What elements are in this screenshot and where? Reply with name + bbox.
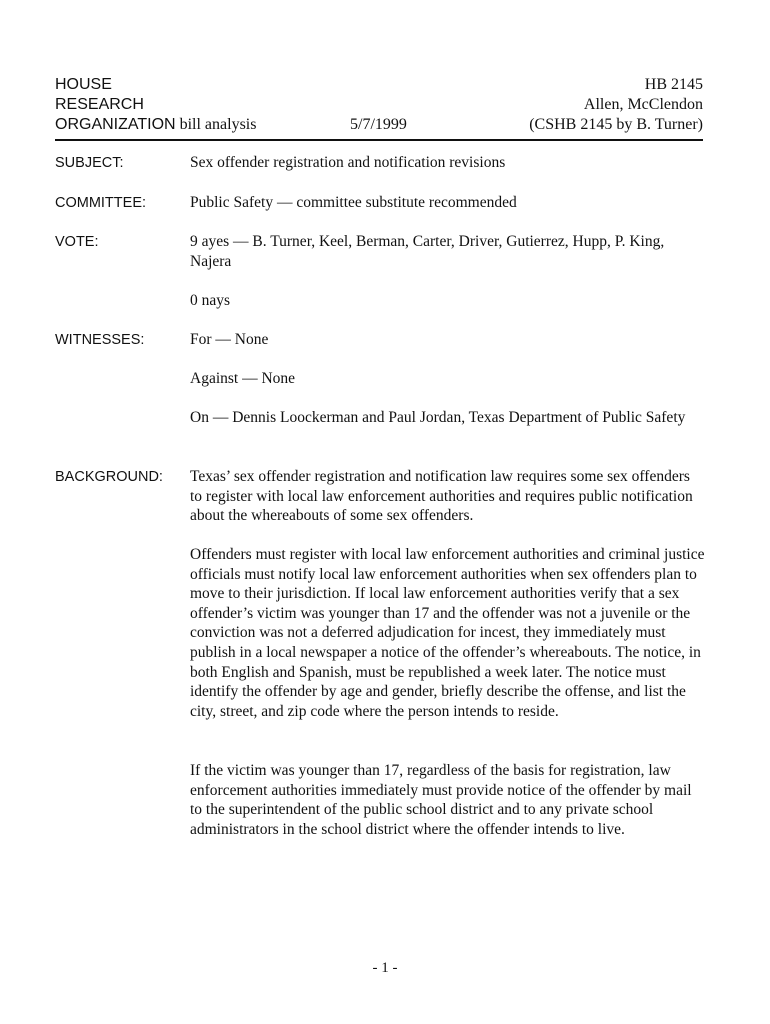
- bill-authors: Allen, McClendon: [583, 96, 703, 113]
- witnesses-for: For — None: [190, 331, 269, 348]
- page-number: - 1 -: [372, 960, 398, 976]
- org-name-organization: ORGANIZATION: [55, 116, 176, 133]
- committee-substitute: (CSHB 2145 by B. Turner): [529, 116, 703, 133]
- witnesses-label: WITNESSES:: [55, 332, 145, 348]
- document-header: [55, 75, 703, 141]
- vote-ayes: 9 ayes — B. Turner, Keel, Berman, Carter, Driver, Gutierrez, Hupp, P. King, Najera: [190, 233, 665, 270]
- background-paragraph-3: If the victim was younger than 17, regardless of the basis for registration, law enforcement authorities immediately must provide notice of the offender by mail to the superintendent of the public school district and to any private school administrators in the school district where the offender intends to live.: [190, 762, 692, 838]
- bill-number: HB 2145: [644, 76, 703, 93]
- subject-text: Sex offender registration and notification revisions: [190, 154, 506, 171]
- org-name-line2: RESEARCH: [55, 96, 144, 113]
- org-name-line1: HOUSE: [55, 76, 112, 93]
- committee-label: COMMITTEE:: [55, 195, 147, 211]
- background-paragraph-1: Texas’ sex offender registration and notification law requires some sex offenders to register with local law enforcement authorities and requires public notification about the whereabouts of some sex offenders.: [190, 468, 693, 525]
- witnesses-against: Against — None: [190, 370, 296, 387]
- vote-label: VOTE:: [55, 234, 99, 250]
- analysis-date: 5/7/1999: [350, 116, 407, 133]
- org-name-line3: [55, 115, 256, 135]
- header-rule: [55, 139, 703, 141]
- vote-nays: 0 nays: [190, 292, 231, 309]
- doc-type: bill analysis: [179, 116, 257, 133]
- witnesses-on: On — Dennis Loockerman and Paul Jordan, Texas Department of Public Safety: [190, 409, 686, 426]
- background-label: BACKGROUND:: [55, 469, 163, 485]
- subject-label: SUBJECT:: [55, 155, 124, 171]
- background-paragraph-2: Offenders must register with local law enforcement authorities and criminal justice officials must notify local law enforcement authorities when sex offenders plan to move to their jurisdiction. If local law enforcement authorities verify that a sex offender’s victim was younger than 17 and the offender was not a juvenile or the conviction was not a deferred adjudication for incest, they immediately must publish in a local newspaper a notice of the offender’s whereabouts. The notice, in both English and Spanish, must be republished a week later. The notice must identify the offender by age and gender, briefly describe the offense, and list the city, street, and zip code where the person intends to reside.: [190, 546, 705, 720]
- committee-text: Public Safety — committee substitute recommended: [190, 194, 517, 211]
